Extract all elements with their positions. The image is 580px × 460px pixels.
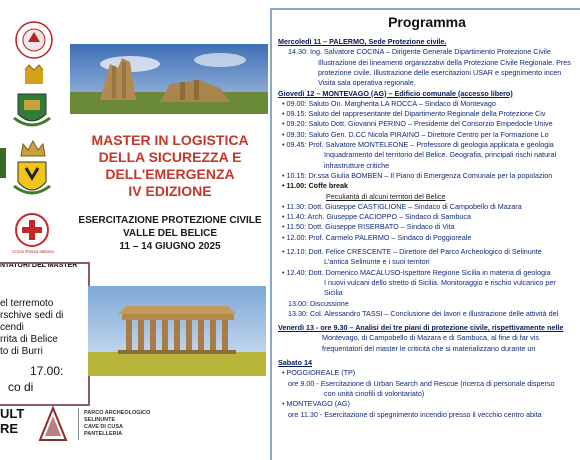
crest-icon <box>14 20 54 60</box>
master-title-line1: MASTER IN LOGISTICA <box>91 132 249 148</box>
program-line: • 11.50: Dott. Giuseppe RISERBATO – Sindaco di Vita <box>282 222 455 232</box>
red-cross-label: Croce Rossa Italiana <box>12 249 54 254</box>
program-title: Programma <box>388 14 466 30</box>
eagle-crest-icon <box>10 158 54 200</box>
program-line: • 10.15: Dr.ssa Giulia BOMBEN – Il Piano di Emergenza Comunale per la popolazion <box>282 170 553 180</box>
program-day-heading: Venerdì 13 - ore 9.30 – Analisi dei tre piani di protezione civile, rispettivamente nelle <box>278 323 564 333</box>
box-line: el terremoto <box>0 298 54 309</box>
program-line: ore 11.30 - Esercitazione di spegnimento incendio presso il vecchio centro abita <box>288 409 542 419</box>
program-line: con unità cinofili di volontariato) <box>324 388 425 398</box>
program-line: I nuovi vulcani dello stretto di Sicilia. Monitoraggio e rischio vulcanico per <box>324 277 556 287</box>
program-line: • 12.10: Dott. Felice CRESCENTE – Direttore del Parco Archeologico di Selinunte <box>282 247 542 256</box>
master-edition: IV EDIZIONE <box>128 183 212 199</box>
box-line: rschive sedi di <box>0 310 64 321</box>
program-line: protezione civile. Illustrazione delle esercitazioni USAR e spegnimento incen <box>318 67 562 77</box>
program-line: Illustrazione dei lineamenti organizzativi della Protezione Civile Regionale. Pres <box>318 57 571 67</box>
archaeological-park-logo-icon <box>36 404 70 444</box>
program-line: • 09.15: Saluto del rappresentante del Dipartimento Regionale della Protezione Civ <box>282 109 546 119</box>
program-line: L'antica Selinunte e i suoi territori <box>324 257 430 267</box>
program-line: • 11.30: Dott. Giuseppe CASTIGLIONE – Sindaco di Campobello di Mazara <box>282 201 522 211</box>
exercise-title: ESERCITAZIONE PROTEZIONE CIVILE <box>78 215 262 226</box>
program-line: ore 9.00 - Esercitazione di Urban Search and Rescue (ricerca di personale disperso <box>288 378 555 388</box>
temple-photo <box>88 286 266 376</box>
crest-edge-icon <box>0 148 8 178</box>
program-line: • 09.20: Saluto Dott. Giovanni PERINO – Presidente del Consorzio Empedocle Unive <box>282 119 553 129</box>
box-line: to di Burri <box>0 346 43 357</box>
park-line: CAVE DI CUSA <box>84 424 124 430</box>
program-line: • 09.30: Saluto Gen. D.CC Nicola PIRAINO – Direttore Centro per la Formazione Lo <box>282 129 549 139</box>
program-day-heading: Sabato 14 <box>278 358 312 367</box>
program-line: 13.00: Discussione <box>288 298 349 308</box>
promoters-header: NTATORI DEL MASTER <box>0 262 78 269</box>
program-panel <box>270 8 580 460</box>
program-line: Inquadramento del territorio del Belice. Geografia, principali rischi natural <box>324 150 557 160</box>
program-line: frequentatori del master le criticità che si materializzano durante un <box>322 343 536 353</box>
program-line: 13.30: Col. Alessandro TASSI – Conclusione dei lavori e illustrazione delle attività del <box>288 308 559 318</box>
footer-divider <box>78 408 79 440</box>
program-day-heading: Giovedì 12 – MONTEVAGO (AG) – Edificio comunale (accesso libero) <box>278 88 513 98</box>
park-line: PANTELLERIA <box>84 431 123 437</box>
program-line: Montevago, di Campobello di Mazara e di Sambuca, al fine di far vis <box>322 333 539 343</box>
program-line: • 09.45: Prof. Salvatore MONTELEONE – Professore di geologia applicata e geologia <box>282 140 554 149</box>
culture-logo-partial <box>0 406 24 436</box>
master-title-line3: DELL'EMERGENZA <box>105 166 235 182</box>
program-line: • 11.40: Arch. Giuseppe CACIOPPO – Sindaco di Sambuca <box>282 212 471 222</box>
program-line: Peculiarità di alcuni territori del Belice <box>326 191 446 201</box>
program-line: • 12.00: Prof. Carmelo PALERMO – Sindaco di Poggioreale <box>282 232 472 242</box>
park-line: SELINUNTE <box>84 417 116 423</box>
park-name <box>84 410 150 438</box>
box-time: 17.00: <box>30 364 64 378</box>
ruins-photo-top <box>70 44 268 114</box>
box-tail: co di <box>8 380 34 394</box>
box-line: rrita di Belice <box>0 334 58 345</box>
red-cross-icon <box>14 212 50 248</box>
box-line: cendi <box>0 322 24 333</box>
program-line: Sicilia <box>324 288 343 298</box>
program-line: Visita sala operativa regionale. <box>318 78 416 88</box>
program-line: • MONTEVAGO (AG) <box>282 399 350 409</box>
master-title-line2: DELLA SICUREZZA E <box>98 149 242 165</box>
culture-logo-line1: ULT <box>0 406 25 421</box>
exercise-place: VALLE DEL BELICE <box>122 228 218 239</box>
program-line: • 09.00: Saluto On. Margherita LA ROCCA – Sindaco di Montevago <box>282 98 496 108</box>
crest-crown-icon <box>18 138 48 158</box>
program-day-heading: Mercoledì 11 – PALERMO, Sede Protezione civile. <box>278 37 447 46</box>
green-shield-crest-icon <box>10 88 54 130</box>
exercise-dates: 11 – 14 GIUGNO 2025 <box>119 241 221 252</box>
crown-crest-icon <box>22 64 46 86</box>
program-line: infrastrutture critiche <box>324 160 390 170</box>
program-line: 14.30: Ing. Salvatore COCINA – Dirigente Generale Dipartimento Protezione Civile <box>288 47 551 57</box>
program-line: • 12.40: Dott. Domenico MACALUSO-Ispettore Regione Sicilia in materia di geologia <box>282 267 551 277</box>
event-flyer <box>0 0 272 460</box>
park-line: PARCO ARCHEOLOGICO <box>84 410 151 416</box>
program-line: • POGGIOREALE (TP) <box>282 368 356 378</box>
program-line: • 11.00: Coffe break <box>282 181 349 191</box>
culture-logo-line2: RE <box>0 421 19 436</box>
